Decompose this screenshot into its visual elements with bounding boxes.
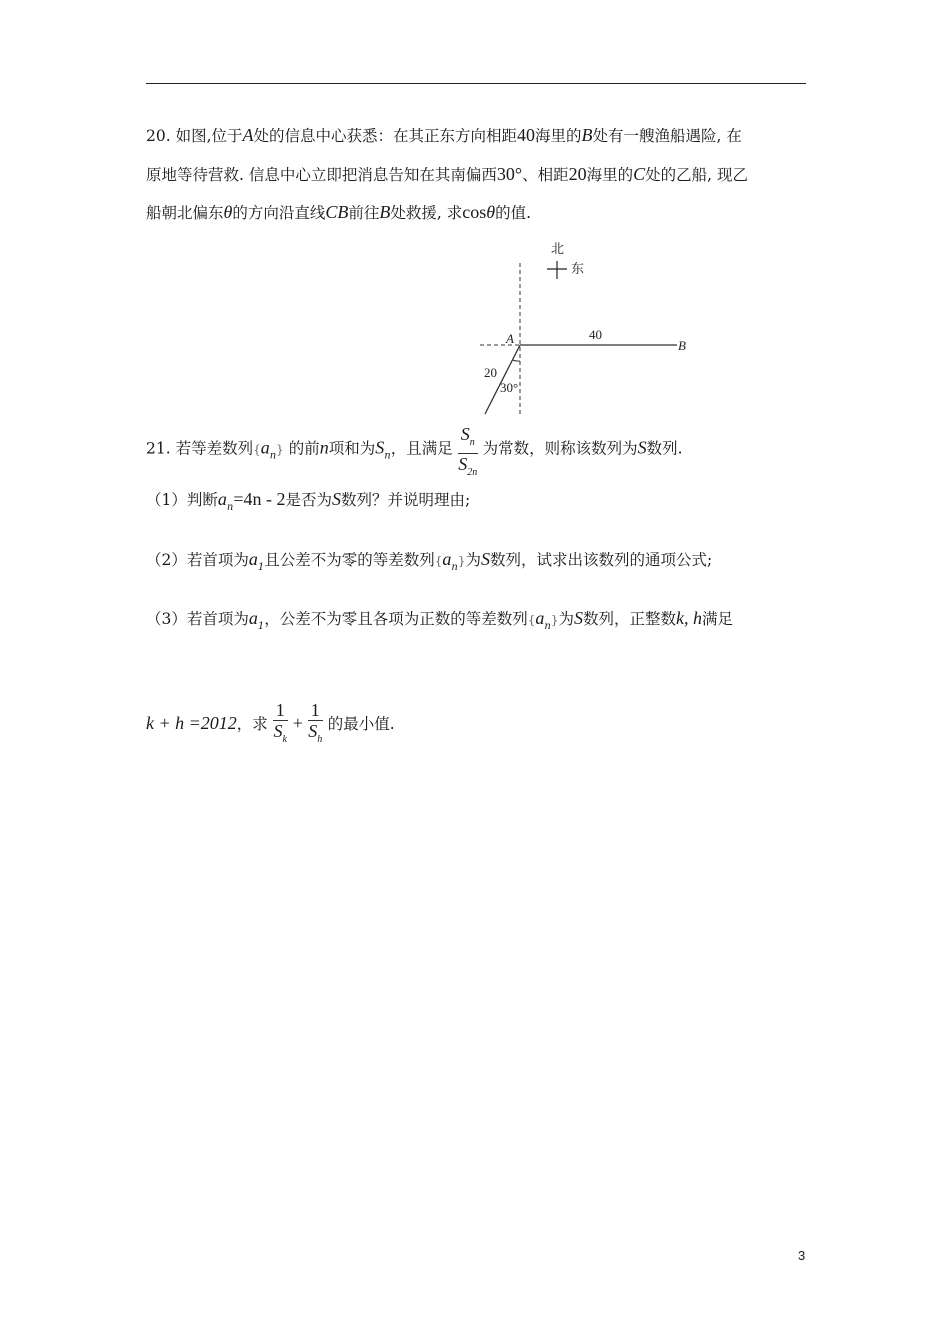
q21-part-3-cont: k + h =2012，求 $\frac{1}{S_k}$ + $\frac{1}{S_h}$ 的最小值. — [146, 700, 395, 750]
fig-label-30: 30° — [500, 380, 519, 395]
distance-20: 20 — [568, 164, 587, 184]
fraction-1-sh: $\frac{1}{S_h}$ — [308, 700, 323, 745]
q21-part-2: （2）若首项为$a_1$且公差不为零的等差数列$\{a_n\}$为S数列，试求出该数列的通项公式; — [146, 549, 713, 573]
fig-label-20: 20 — [484, 365, 497, 380]
q20-line-3: 船朝北偏东θ的方向沿直线CB前往B处救援, 求cosθ的值. — [146, 202, 532, 222]
north-label: 北 — [551, 241, 565, 256]
segment-cb: CB — [325, 202, 349, 222]
page-number: 3 — [798, 1248, 806, 1263]
sequence-formula: =4n - 2 — [233, 489, 286, 509]
point-b: B — [581, 125, 593, 145]
q21-intro: 21. 若等差数列$\{a_n\}$ 的前n项和为$S_n$，且满足 $\frac{S_n}{S_{2n}}$ 为常数，则称该数列为S数列. — [146, 416, 683, 483]
fraction-1-sk: $\frac{1}{S_k}$ — [273, 700, 287, 745]
q21-part-3: （3）若首项为$a_1$，公差不为零且各项为正数的等差数列$\{a_n\}$为S数列，正整数k, h满足 — [146, 608, 734, 632]
east-label: 东 — [571, 261, 585, 276]
angle-arc — [513, 360, 521, 361]
point-a: A — [242, 125, 254, 145]
q20-line-1: 20. 如图,位于A处的信息中心获悉：在其正东方向相距40海里的B处有一艘渔船遇险, 在 — [146, 125, 742, 145]
compass-mark — [547, 261, 567, 279]
sum-constraint: k + h =2012 — [146, 713, 237, 733]
fig-label-a: A — [506, 331, 514, 346]
ratio-fraction: $\frac{S_n}{S_{2n}}$ — [458, 424, 478, 478]
q21-part-1: （1）判断$a_n=4n - 2$是否为S数列？并说明理由; — [146, 489, 471, 513]
angle-30: 30° — [496, 164, 523, 184]
q20-line-2: 原地等待营救. 信息中心立即把消息告知在其南偏西30°、相距20海里的C处的乙船, 现乙 — [146, 164, 748, 184]
point-c: C — [633, 164, 646, 184]
fig-label-b: B — [678, 338, 686, 353]
distance-40: 40 — [517, 125, 536, 145]
fig-label-40: 40 — [589, 327, 602, 342]
